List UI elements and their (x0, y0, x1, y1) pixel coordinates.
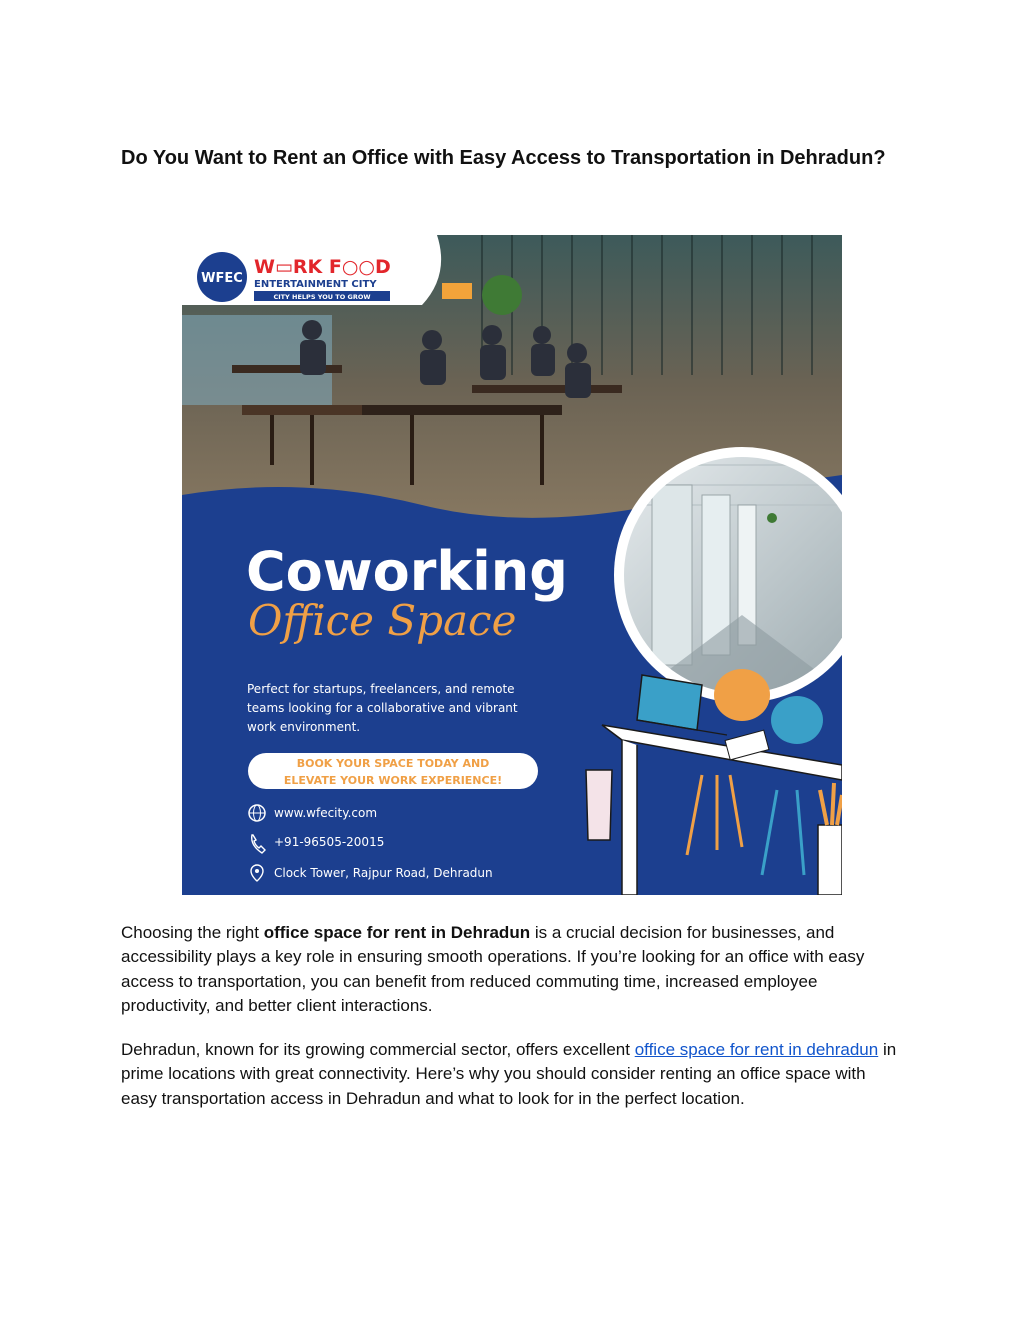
banner-phone: +91-96505-20015 (274, 835, 385, 849)
banner-description-2: teams looking for a collaborative and vibrant (247, 701, 518, 715)
cta-line-1: BOOK YOUR SPACE TODAY AND (296, 757, 490, 770)
logo-badge: WFEC (201, 271, 243, 286)
logo-line2: ENTERTAINMENT CITY (254, 279, 377, 290)
cta-line-2: ELEVATE YOUR WORK EXPERIENCE! (283, 774, 503, 787)
banner-description-1: Perfect for startups, freelancers, and remote (247, 682, 515, 696)
second-paragraph (121, 1038, 901, 1111)
banner-website: www.wfecity.com (274, 806, 378, 820)
office-space-link[interactable]: office space for rent in dehradun (634, 1040, 879, 1059)
banner-description-3: work environment. (247, 720, 361, 734)
logo-tagline: CITY HELPS YOU TO GROW (273, 293, 371, 301)
second-text-start: Dehradun, known for its growing commercial sector, offers excellent (121, 1040, 635, 1059)
coworking-banner-image (182, 235, 842, 895)
intro-text-end: is a crucial decision for businesses, and accessibility plays a key role in ensuring smooth operations. If you’re looking for an office with easy access to transportation, you can benefit from reduced commuting time, increased employee productivity, and better client interactions. (121, 923, 865, 1015)
intro-text-start: Choosing the right (121, 923, 264, 942)
intro-bold-keyword: office space for rent in Dehradun (263, 923, 531, 942)
banner-headline: Coworking (246, 540, 568, 603)
banner-address: Clock Tower, Rajpur Road, Dehradun (274, 866, 493, 880)
wfec-logo (197, 252, 391, 302)
page-title: Do You Want to Rent an Office with Easy Access to Transportation in Dehradun? (121, 147, 886, 169)
logo-line1: W▭RK F○○D (254, 256, 391, 278)
intro-paragraph (121, 921, 901, 1018)
banner-subheadline: Office Space (248, 596, 517, 645)
second-text-end: in prime locations with great connectivity. Here’s why you should consider renting an office space with easy transportation access in Dehradun and what to look for in the perfect location. (121, 1040, 897, 1108)
